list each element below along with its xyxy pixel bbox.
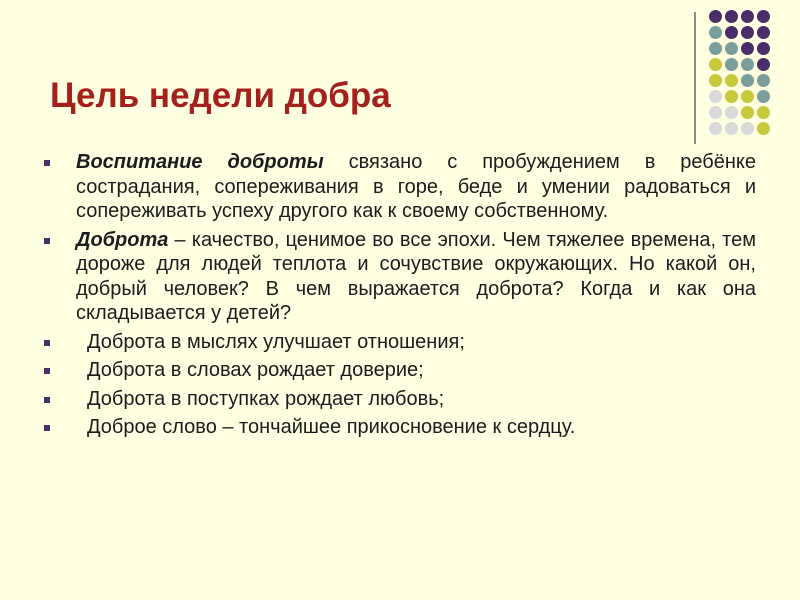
decorative-dot <box>741 90 754 103</box>
bullet-square-icon <box>44 160 50 166</box>
decorative-dot <box>709 122 722 135</box>
decorative-dot <box>709 26 722 39</box>
item-term: Доброта <box>76 228 169 251</box>
decorative-dot <box>725 26 738 39</box>
decorative-dot <box>741 10 754 23</box>
decorative-dot <box>709 42 722 55</box>
decorative-dot <box>757 74 770 87</box>
list-item-kindness-quality <box>40 228 756 326</box>
decorative-dot <box>725 58 738 71</box>
slide-title: Цель недели добра <box>50 76 391 115</box>
list-item-kindness-thoughts <box>40 330 756 355</box>
decorative-dot <box>741 106 754 119</box>
bullet-list <box>40 150 756 444</box>
decorative-dot <box>725 74 738 87</box>
decorative-dot <box>709 74 722 87</box>
list-item-kindness-upbringing <box>40 150 756 224</box>
decorative-dot <box>757 106 770 119</box>
decorative-dot <box>709 58 722 71</box>
decorative-dot <box>757 122 770 135</box>
decorative-dot <box>709 106 722 119</box>
bullet-square-icon <box>44 425 50 431</box>
decorative-dot <box>741 122 754 135</box>
item-text: Доброта в словах рождает доверие; <box>87 359 424 381</box>
decorative-dot <box>725 10 738 23</box>
decorative-dot <box>725 122 738 135</box>
decorative-dot <box>757 90 770 103</box>
decorative-dot <box>709 90 722 103</box>
decorative-dot <box>725 106 738 119</box>
decorative-dot <box>741 58 754 71</box>
decorative-dot <box>757 42 770 55</box>
decorative-dot-grid <box>709 10 781 130</box>
item-text: Доброта в мыслях улучшает отношения; <box>87 330 465 353</box>
decorative-dot <box>741 26 754 39</box>
decorative-dot <box>757 58 770 71</box>
decorative-dot <box>741 42 754 55</box>
bullet-square-icon <box>44 238 50 244</box>
bullet-square-icon <box>44 397 50 403</box>
decorative-dot <box>757 10 770 23</box>
bullet-square-icon <box>44 368 50 374</box>
decorative-dot <box>725 42 738 55</box>
item-text: связано с пробуждением в ребёнке сострадания, сопереживания в горе, беде и умении радоваться и сопереживать успеху другого как к своему собственному. <box>76 151 757 222</box>
decorative-dot <box>725 90 738 103</box>
decorative-dot <box>741 74 754 87</box>
title-divider-line <box>694 12 696 144</box>
item-term: Воспитание доброты <box>76 151 324 173</box>
decorative-dot <box>709 10 722 23</box>
decorative-dot <box>757 26 770 39</box>
list-item-kindness-deeds <box>40 387 756 412</box>
list-item-kindness-words <box>40 358 756 383</box>
item-text: – качество, ценимое во все эпохи. Чем тяжелее времена, тем дороже для людей теплота и сочувствие окружающих. Но какой он, добрый человек? В чем выражается доброта? Когда и как она складывается у детей? <box>76 228 756 324</box>
item-text: Доброта в поступках рождает любовь; <box>87 387 445 410</box>
item-text: Доброе слово – тончайшее прикосновение к сердцу. <box>87 416 576 438</box>
list-item-kind-word <box>40 415 756 440</box>
bullet-square-icon <box>44 340 50 346</box>
